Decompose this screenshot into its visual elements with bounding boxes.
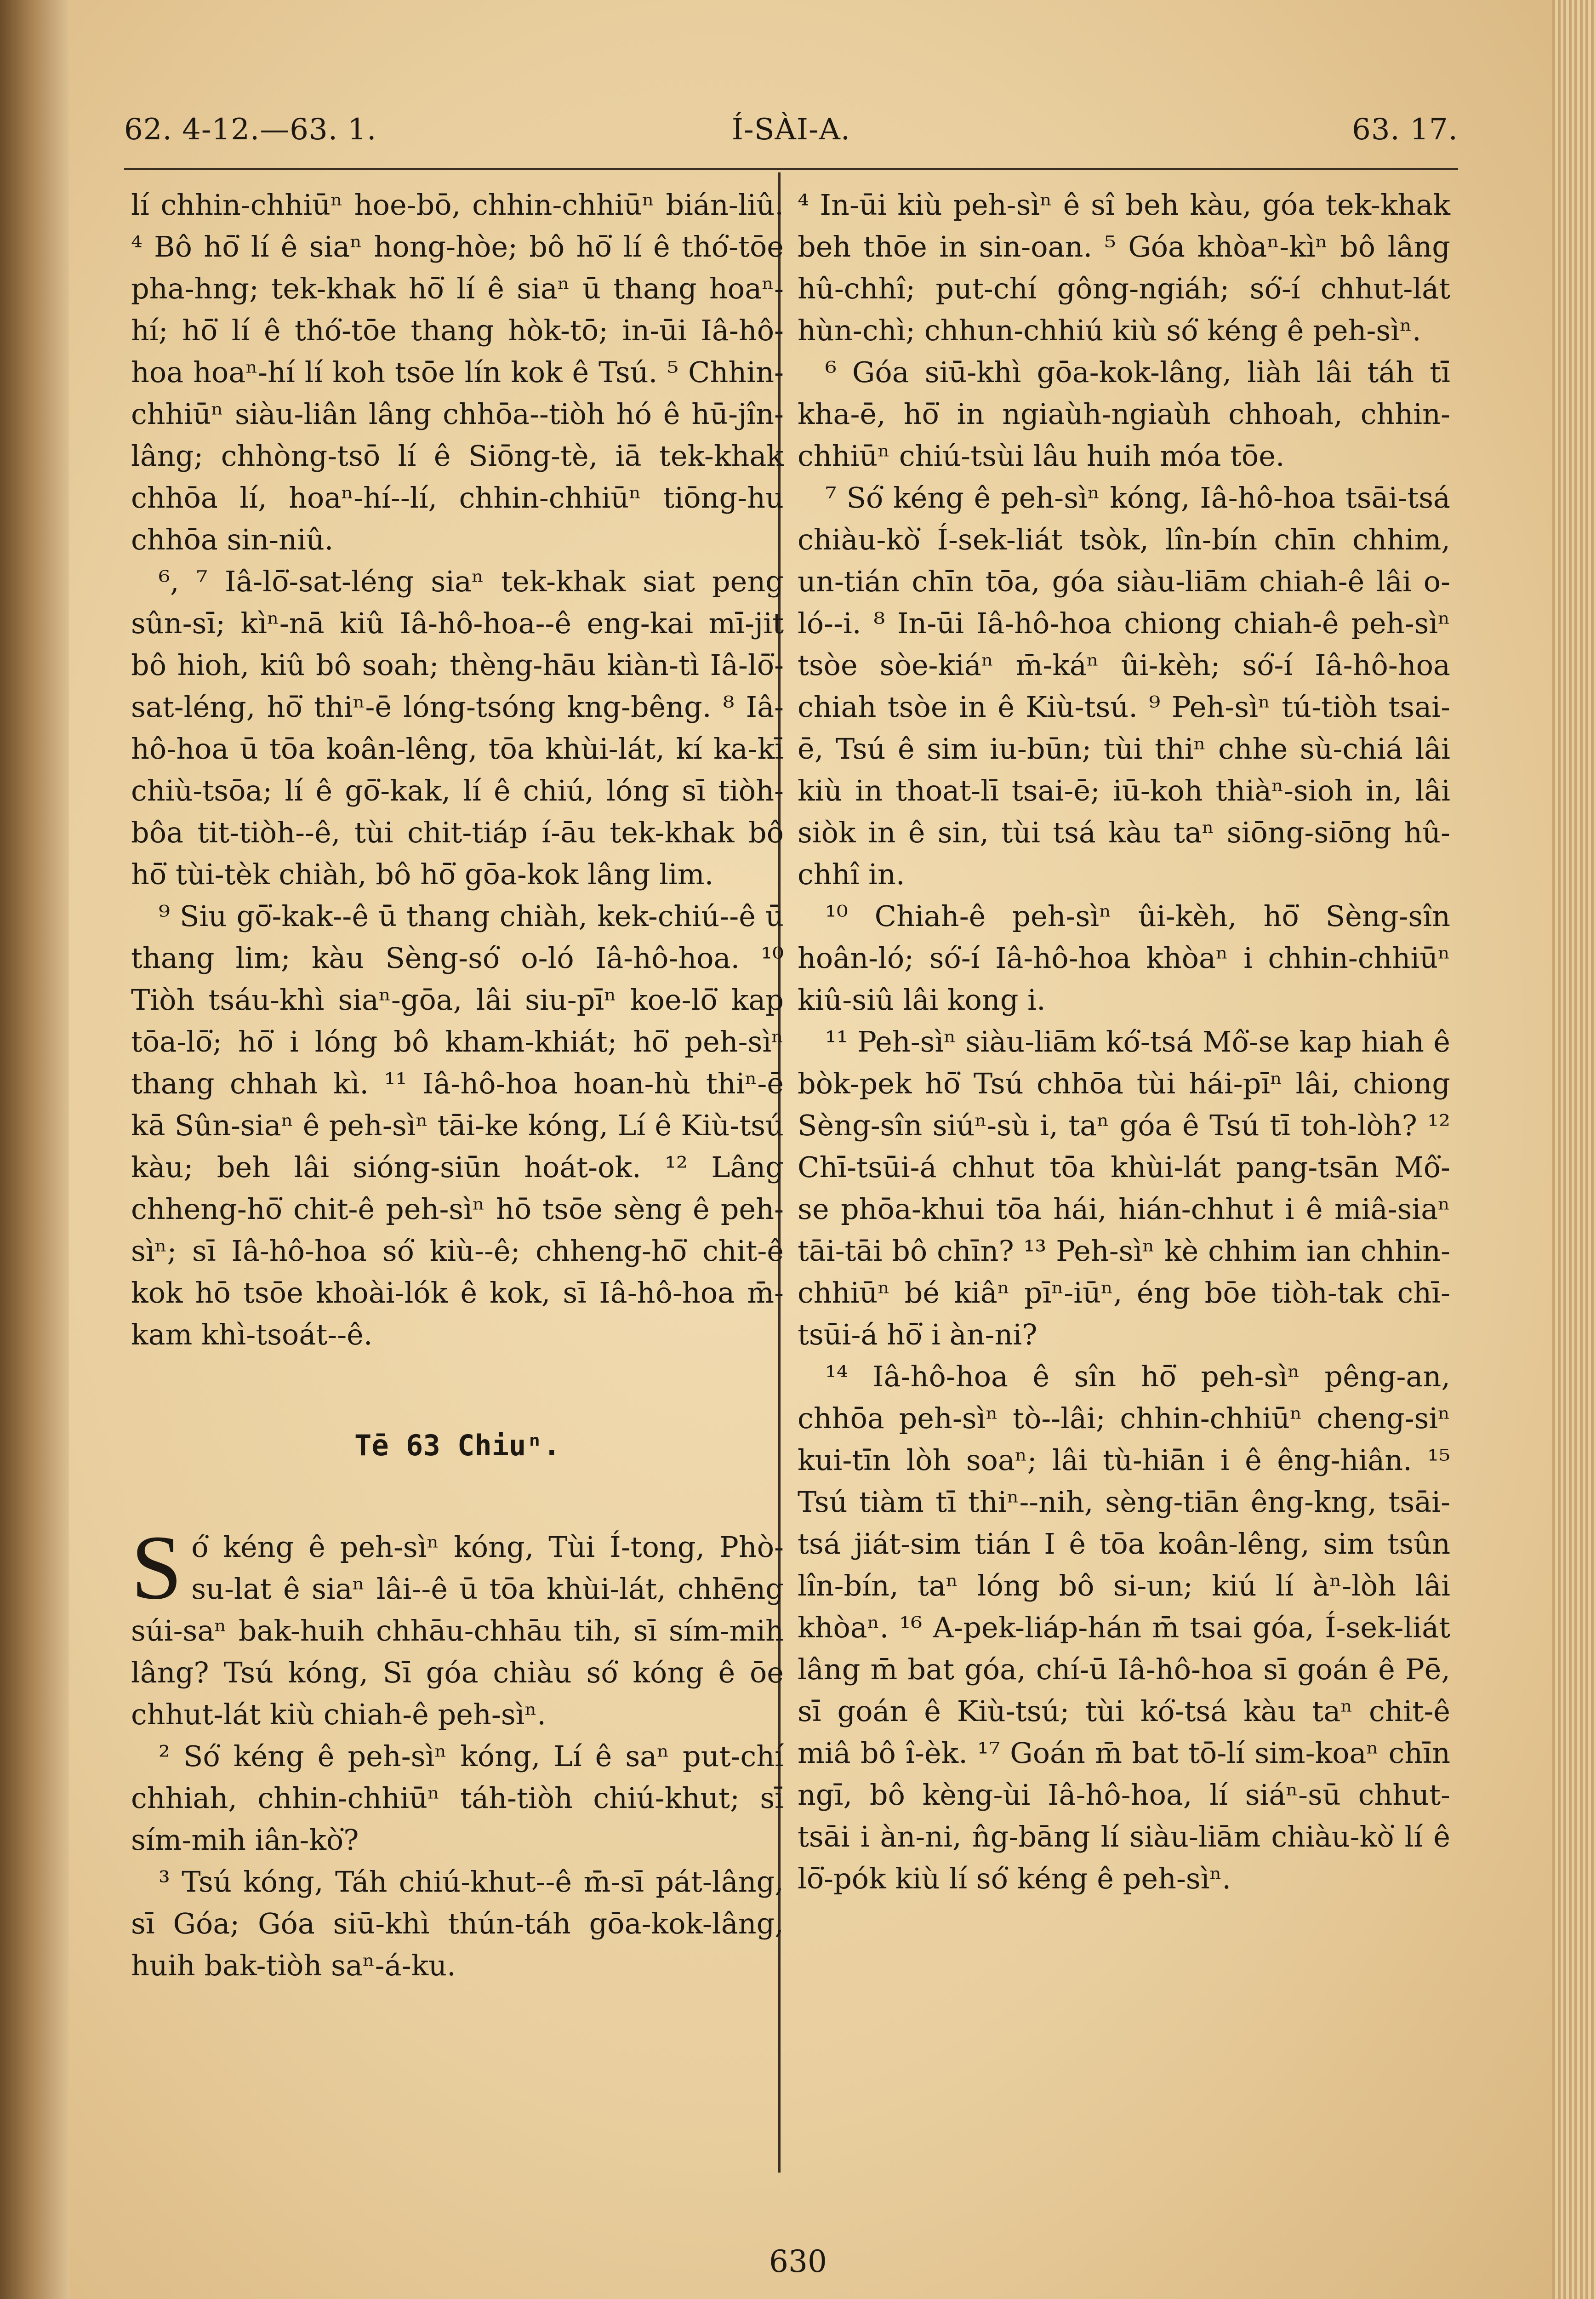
verse-text: ó͘ kéng ê peh-sìⁿ kóng, Tùi Í-tong, Phò-su-lat ê siaⁿ lâi--ê ū tōa khùi-lát, chhēng súi-saⁿ bak-huih chhāu-chhāu tih, sī sím-mih lâng? Tsú kóng, Sī góa chiàu só͘ kóng ê ōe chhut-lát kiù chiah-ê peh-sìⁿ. <box>131 1530 784 1731</box>
verse-paragraph: ⁶, ⁷ Iâ-lō͘-sat-léng siaⁿ tek-khak siat peng sûn-sī; kìⁿ-nā kiû Iâ-hô-hoa--ê eng-kai mī-jit bô hioh, kiû bô soah; thèng-hāu kiàn-tì Iâ-lō͘-sat-léng, hō͘ thiⁿ-ē lóng-tsóng kng-bêng. ⁸ Iâ-hô-hoa ū tōa koân-lêng, tōa khùi-lát, kí ka-kī chiù-tsōa; lí ê gō͘-kak, lí ê chiú, lóng sī tiòh-bôa tit-tiòh--ê, tùi chit-tiáp í-āu tek-khak bô hō͘ tùi-tèk chiàh, bô hō͘ gōa-kok lâng lim. <box>131 565 784 891</box>
drop-cap: S <box>131 1517 182 1618</box>
verse-paragraph: ⁶ Góa siū-khì gōa-kok-lâng, liàh lâi táh tī kha-ē, hō͘ in ngiaùh-ngiaùh chhoah, chhin-chhiūⁿ chiú-tsùi lâu huih móa tōe. <box>798 355 1450 473</box>
verse-paragraph: ¹⁴ Iâ-hô-hoa ê sîn hō͘ peh-sìⁿ pêng-an, chhōa peh-sìⁿ tò--lâi; chhin-chhiūⁿ cheng-siⁿ kui-tīn lòh soaⁿ; lâi tù-hiān i ê êng-hiân. ¹⁵ Tsú tiàm tī thiⁿ--nih, sèng-tiān êng-kng, tsāi-tsá jiát-sim tián I ê tōa koân-lêng, sim tsûn lîn-bín, taⁿ lóng bô si-un; kiú lí àⁿ-lòh lâi khòaⁿ. ¹⁶ A-pek-liáp-hán m̄ tsai góa, Í-sek-liát lâng m̄ bat góa, chí-ū Iâ-hô-hoa sī goán ê Pē, sī goán ê Kiù-tsú; tùi kó͘-tsá kàu taⁿ chit-ê miâ bô î-èk. ¹⁷ Goán m̄ bat tō-lí sim-koaⁿ chīn ngī, bô kèng-ùi Iâ-hô-hoa, lí siáⁿ-sū chhut-tsāi i àn-ni, n̂g-bāng lí siàu-liām chiàu-kò͘ lí ê lō͘-pók kiù lí só͘ kéng ê peh-sìⁿ. <box>798 1360 1450 1895</box>
verse-paragraph: ¹¹ Peh-sìⁿ siàu-liām kó͘-tsá Mô͘-se kap hiah ê bòk-pek hō͘ Tsú chhōa tùi hái-pīⁿ lâi, chiong Sèng-sîn siúⁿ-sù i, taⁿ góa ê Tsú tī toh-lòh? ¹² Chī-tsūi-á chhut tōa khùi-lát pang-tsān Mô͘-se phōa-khui tōa hái, hián-chhut i ê miâ-siaⁿ tāi-tāi bô chīn? ¹³ Peh-sìⁿ kè chhim ian chhin-chhiūⁿ bé kiâⁿ pīⁿ-iūⁿ, éng bōe tiòh-tak chī-tsūi-á hō͘ i àn-ni? <box>798 1025 1450 1351</box>
header-book-title: Í-SÀI-A. <box>731 113 851 147</box>
verse-paragraph: ⁷ Só͘ kéng ê peh-sìⁿ kóng, Iâ-hô-hoa tsāi-tsá chiàu-kò͘ Í-sek-liát tsòk, lîn-bín chīn chhim, un-tián chīn tōa, góa siàu-liām chiah-ê lâi o-ló--i. ⁸ In-ūi Iâ-hô-hoa chiong chiah-ê peh-sìⁿ tsòe sòe-kiáⁿ m̄-káⁿ ûi-kèh; só͘-í Iâ-hô-hoa chiah tsòe in ê Kiù-tsú. ⁹ Peh-sìⁿ tú-tiòh tsai-ē, Tsú ê sim iu-būn; tùi thiⁿ chhe sù-chiá lâi kiù in thoat-lī tsai-ē; iū-koh thiàⁿ-sioh in, lâi siòk in ê sin, tùi tsá kàu taⁿ siōng-siōng hû-chhî in. <box>798 481 1450 891</box>
verse-paragraph <box>131 1517 784 1735</box>
header-right-reference: 63. 17. <box>1352 113 1458 147</box>
running-header <box>124 103 1458 159</box>
verse-paragraph: lí chhin-chhiūⁿ hoe-bō, chhin-chhiūⁿ bián-liû. ⁴ Bô hō͘ lí ê siaⁿ hong-hòe; bô hō͘ lí ê thó͘-tōe pha-hng; tek-khak hō͘ lí ê siaⁿ ū thang hoaⁿ-hí; hō͘ lí ê thó͘-tōe thang hòk-tō; in-ūi Iâ-hô-hoa hoaⁿ-hí lí koh tsōe lín kok ê Tsú. ⁵ Chhin-chhiūⁿ siàu-liân lâng chhōa--tiòh hó ê hū-jîn-lâng; chhòng-tsō lí ê Siōng-tè, iā tek-khak chhōa lí, hoaⁿ-hí--lí, chhin-chhiūⁿ tiōng-hu chhōa sin-niû. <box>131 188 784 556</box>
header-left-reference: 62. 4-12.—63. 1. <box>124 113 377 147</box>
left-column <box>131 184 784 1986</box>
verse-paragraph: ⁹ Siu gō͘-kak--ê ū thang chiàh, kek-chiú--ê ū thang lim; kàu Sèng-só͘ o-ló Iâ-hô-hoa. ¹⁰ Tiòh tsáu-khì siaⁿ-gōa, lâi siu-pīⁿ koe-lō͘ kap tōa-lō͘; hō͘ i lóng bô kham-khiát; hō͘ peh-sìⁿ thang chhah kì. ¹¹ Iâ-hô-hoa hoan-hù thiⁿ-ē kā Sûn-siaⁿ ê peh-sìⁿ tāi-ke kóng, Lí ê Kiù-tsú kàu; beh lâi sióng-siūn hoát-ok. ¹² Lâng chheng-hō͘ chit-ê peh-sìⁿ hō tsōe sèng ê peh-sìⁿ; sī Iâ-hô-hoa só͘ kiù--ê; chheng-hō͘ chit-ê kok hō tsōe khoài-lók ê kok, sī Iâ-hô-hoa m̄-kam khì-tsoát--ê. <box>131 899 784 1351</box>
header-rule <box>124 168 1458 170</box>
verse-paragraph: ² Só͘ kéng ê peh-sìⁿ kóng, Lí ê saⁿ put-chí chhiah, chhin-chhiūⁿ táh-tiòh chiú-khut; sī sím-mih iân-kò͘? <box>131 1739 784 1857</box>
page-number: 630 <box>769 2244 827 2279</box>
book-binding-edge <box>0 0 69 2299</box>
chapter-heading: Tē 63 Chiuⁿ. <box>354 1429 560 1462</box>
verse-paragraph: ⁴ In-ūi kiù peh-sìⁿ ê sî beh kàu, góa tek-khak beh thōe in sin-oan. ⁵ Góa khòaⁿ-kìⁿ bô lâng hû-chhî; put-chí gông-ngiáh; só͘-í chhut-lát hùn-chì; chhun-chhiú kiù só͘ kéng ê peh-sìⁿ. <box>798 188 1450 347</box>
verse-paragraph: ³ Tsú kóng, Táh chiú-khut--ê m̄-sī pát-lâng, sī Góa; Góa siū-khì thún-táh gōa-kok-lâng, huih bak-tiòh saⁿ-á-ku. <box>131 1865 784 1982</box>
page-fore-edge <box>1552 0 1596 2299</box>
right-column <box>798 184 1450 1899</box>
verse-paragraph: ¹⁰ Chiah-ê peh-sìⁿ ûi-kèh, hō͘ Sèng-sîn hoân-ló; só͘-í Iâ-hô-hoa khòaⁿ i chhin-chhiūⁿ kiû-siû lâi kong i. <box>798 899 1450 1017</box>
